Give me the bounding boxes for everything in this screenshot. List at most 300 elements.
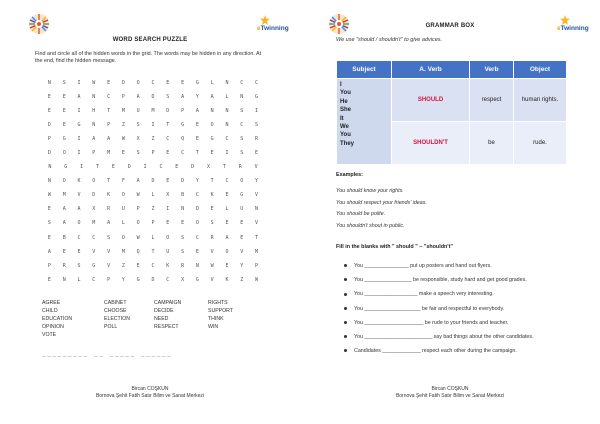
grid-letter[interactable]: K <box>77 178 81 185</box>
grid-letter[interactable]: T <box>210 178 214 185</box>
fill-in-item <box>344 259 584 273</box>
word-list-item: THINK <box>208 316 224 322</box>
grid-letter[interactable]: N <box>47 80 51 87</box>
grid-letter[interactable]: T <box>107 108 111 115</box>
etwinning-logo-text: eTwinning <box>557 25 589 32</box>
grid-letter[interactable]: O <box>62 150 66 157</box>
grid-letter[interactable]: O <box>136 220 140 227</box>
grid-letter[interactable]: V <box>210 248 214 255</box>
grid-letter[interactable]: W <box>255 276 259 283</box>
bullet-icon <box>344 264 347 267</box>
grid-letter[interactable]: S <box>240 136 244 143</box>
word-list-item: ELECTION <box>104 316 130 322</box>
grid-letter[interactable]: G <box>195 276 199 283</box>
etwinning-logo <box>257 15 289 33</box>
grid-letter[interactable]: B <box>62 234 66 241</box>
grid-letter[interactable]: A <box>62 206 66 213</box>
grid-row <box>42 146 264 160</box>
fill-in-item <box>344 316 584 330</box>
grid-letter[interactable]: T <box>96 164 100 171</box>
fill-in-text: You __________________ make a speech very interesting. <box>354 291 494 298</box>
grid-letter[interactable]: N <box>195 262 199 269</box>
grid-letter[interactable]: K <box>166 262 170 269</box>
grid-letter[interactable]: L <box>210 80 214 87</box>
grid-letter[interactable]: P <box>151 220 155 227</box>
grid-letter[interactable]: S <box>136 150 140 157</box>
grid-letter[interactable]: A <box>77 206 81 213</box>
grid-letter[interactable]: E <box>225 220 229 227</box>
grid-letter[interactable]: O <box>62 178 66 185</box>
grid-letter[interactable]: M <box>107 150 111 157</box>
grid-row <box>42 132 264 146</box>
grid-letter[interactable]: Q <box>136 248 140 255</box>
grid-letter[interactable]: L <box>151 234 155 241</box>
fill-in-item <box>344 330 584 344</box>
grid-letter[interactable]: S <box>181 248 185 255</box>
grid-letter[interactable]: E <box>62 94 66 101</box>
grid-letter[interactable]: G <box>240 192 244 199</box>
grid-letter[interactable]: R <box>62 262 66 269</box>
grid-letter[interactable]: F <box>121 178 125 185</box>
grid-letter[interactable]: Y <box>255 178 259 185</box>
grid-letter[interactable]: C <box>240 80 244 87</box>
grid-letter[interactable]: E <box>77 248 81 255</box>
grid-letter[interactable]: V <box>77 192 81 199</box>
grid-letter[interactable]: V <box>255 220 259 227</box>
grid-letter[interactable]: K <box>225 276 229 283</box>
grid-letter[interactable]: T <box>195 150 199 157</box>
grid-letter[interactable]: A <box>225 234 229 241</box>
fill-in-text: Candidates _____________ respect each other during the campaign. <box>354 348 517 355</box>
table-row <box>337 79 567 122</box>
grid-letter[interactable]: N <box>255 206 259 213</box>
grid-letter[interactable]: E <box>210 206 214 213</box>
grid-letter[interactable]: O <box>195 220 199 227</box>
grid-letter[interactable]: A <box>136 94 140 101</box>
grid-letter[interactable]: T <box>107 178 111 185</box>
grid-letter[interactable]: N <box>210 108 214 115</box>
grid-letter[interactable]: D <box>195 206 199 213</box>
grid-letter[interactable]: N <box>225 80 229 87</box>
grid-letter[interactable]: I <box>255 108 259 115</box>
grid-letter[interactable]: W <box>136 234 140 241</box>
bullet-icon <box>344 349 347 352</box>
word-list-item: CHOOSE <box>104 308 127 314</box>
grid-letter[interactable]: U <box>136 108 140 115</box>
grid-letter[interactable]: V <box>254 164 258 171</box>
grid-letter[interactable]: U <box>240 206 244 213</box>
grid-letter[interactable]: Z <box>151 136 155 143</box>
grid-letter[interactable]: V <box>240 248 244 255</box>
grid-letter[interactable]: X <box>207 164 211 171</box>
grid-letter[interactable]: A <box>62 220 66 227</box>
grid-letter[interactable]: D <box>47 122 51 129</box>
grid-letter[interactable]: Z <box>240 276 244 283</box>
grid-letter[interactable]: N <box>48 164 52 171</box>
grid-letter[interactable]: I <box>166 206 170 213</box>
grid-letter[interactable]: E <box>166 80 170 87</box>
grid-row <box>42 174 264 188</box>
grid-letter[interactable]: I <box>143 164 147 171</box>
verb-cell: be <box>470 122 514 165</box>
grid-letter[interactable]: C <box>92 234 96 241</box>
grid-letter[interactable]: W <box>136 192 140 199</box>
grid-letter[interactable]: M <box>151 108 155 115</box>
grid-letter[interactable]: E <box>62 108 66 115</box>
grid-letter[interactable]: S <box>210 220 214 227</box>
grid-letter[interactable]: E <box>210 150 214 157</box>
grid-letter[interactable]: D <box>181 178 185 185</box>
grid-letter[interactable]: B <box>181 192 185 199</box>
grid-letter[interactable]: L <box>225 94 229 101</box>
grid-row <box>42 231 264 245</box>
grid-letter[interactable]: E <box>195 122 199 129</box>
grid-letter[interactable]: G <box>64 164 68 171</box>
grid-row <box>42 216 264 230</box>
bullet-icon <box>344 335 347 338</box>
grid-letter[interactable]: N <box>225 122 229 129</box>
example-sentence: You shouldn't shout in public. <box>336 222 405 229</box>
grid-letter[interactable]: W <box>92 80 96 87</box>
grid-letter[interactable]: W <box>210 262 214 269</box>
grammar-box-title: GRAMMAR BOX <box>425 23 475 29</box>
grid-letter[interactable]: S <box>136 122 140 129</box>
grid-letter[interactable]: E <box>62 122 66 129</box>
star-icon <box>260 15 270 25</box>
grid-letter[interactable]: C <box>240 122 244 129</box>
word-list-item: WIN <box>208 324 219 330</box>
grid-letter[interactable]: V <box>255 192 259 199</box>
grid-letter[interactable]: G <box>136 276 140 283</box>
hidden-message-blanks: _________ __ _____ ______ <box>42 350 173 357</box>
grid-letter[interactable]: C <box>181 150 185 157</box>
grid-letter[interactable]: P <box>136 206 140 213</box>
grid-letter[interactable]: Y <box>195 178 199 185</box>
fill-in-heading: Fill in the blanks with " should " – "shouldn't" <box>336 244 453 250</box>
grid-letter[interactable]: S <box>240 108 244 115</box>
grid-letter[interactable]: P <box>181 108 185 115</box>
author-name: Bircan COŞKUN <box>131 386 169 392</box>
grid-letter[interactable]: E <box>166 178 170 185</box>
grid-letter[interactable]: E <box>225 192 229 199</box>
grid-letter[interactable]: C <box>225 178 229 185</box>
grid-letter[interactable]: P <box>151 150 155 157</box>
fill-in-text: You ___________________ be fair and respectful to everybody. <box>354 305 505 312</box>
grid-letter[interactable]: P <box>47 262 51 269</box>
example-sentence: You should be polite. <box>336 211 386 217</box>
word-list <box>42 299 272 339</box>
grid-letter[interactable]: T <box>222 164 226 171</box>
grid-letter[interactable]: C <box>255 80 259 87</box>
word-list-item: EDUCATION <box>42 316 73 322</box>
grid-letter[interactable]: E <box>47 234 51 241</box>
grid-letter[interactable]: O <box>240 178 244 185</box>
grid-letter[interactable]: E <box>62 248 66 255</box>
grid-letter[interactable]: C <box>195 234 199 241</box>
grid-letter[interactable]: E <box>136 262 140 269</box>
grid-letter[interactable]: N <box>240 94 244 101</box>
word-list-item: OPINION <box>42 324 64 330</box>
grid-letter[interactable]: C <box>107 94 111 101</box>
grid-letter[interactable]: C <box>77 234 81 241</box>
grid-letter[interactable]: I <box>77 150 81 157</box>
grid-letter[interactable]: M <box>121 108 125 115</box>
grid-letter[interactable]: D <box>151 276 155 283</box>
grid-letter[interactable]: X <box>166 192 170 199</box>
grammar-table <box>336 60 567 165</box>
grid-letter[interactable]: G <box>210 136 214 143</box>
subject-pronoun: It <box>340 115 344 122</box>
grid-letter[interactable]: C <box>159 164 163 171</box>
grid-letter[interactable]: R <box>238 164 242 171</box>
fill-in-item <box>344 302 584 316</box>
grid-letter[interactable]: K <box>210 192 214 199</box>
grid-letter[interactable]: V <box>92 248 96 255</box>
grid-letter[interactable]: G <box>92 262 96 269</box>
bullet-icon <box>344 307 347 310</box>
grid-letter[interactable]: E <box>225 262 229 269</box>
grid-letter[interactable]: L <box>225 206 229 213</box>
grid-letter[interactable]: D <box>127 164 131 171</box>
grid-letter[interactable]: C <box>151 262 155 269</box>
grid-row <box>42 259 264 273</box>
grid-letter[interactable]: Q <box>181 136 185 143</box>
grid-letter[interactable]: A <box>181 94 185 101</box>
grid-letter[interactable]: A <box>136 178 140 185</box>
fill-in-text: You _______________ put up posters and hand out flyers. <box>354 263 492 269</box>
grid-letter[interactable]: E <box>255 150 259 157</box>
grid-letter[interactable]: Z <box>151 206 155 213</box>
grid-letter[interactable]: O <box>210 122 214 129</box>
grid-letter[interactable]: R <box>107 206 111 213</box>
grid-letter[interactable]: C <box>166 136 170 143</box>
grid-letter[interactable]: A <box>47 248 51 255</box>
subject-list <box>337 79 392 165</box>
grid-letter[interactable]: E <box>195 136 199 143</box>
word-list-item: NEED <box>154 316 169 322</box>
grid-letter[interactable]: Y <box>121 276 125 283</box>
example-sentence: You should respect your friends' ideas. <box>336 199 427 206</box>
grid-letter[interactable]: C <box>166 276 170 283</box>
grid-letter[interactable]: O <box>77 220 81 227</box>
grid-letter[interactable]: D <box>47 150 51 157</box>
grid-letter[interactable]: I <box>225 150 229 157</box>
grid-letter[interactable]: E <box>47 206 51 213</box>
grid-letter[interactable]: O <box>92 178 96 185</box>
grid-letter[interactable]: X <box>181 276 185 283</box>
grid-letter[interactable]: C <box>225 136 229 143</box>
examples-heading: Examples: <box>336 172 363 178</box>
grid-letter[interactable]: S <box>107 234 111 241</box>
grid-letter[interactable]: N <box>92 122 96 129</box>
grid-letter[interactable]: E <box>47 276 51 283</box>
grid-letter[interactable]: E <box>111 164 115 171</box>
grid-letter[interactable]: Z <box>121 262 125 269</box>
word-list-item: AGREE <box>42 300 61 306</box>
grid-letter[interactable]: C <box>92 276 96 283</box>
grid-letter[interactable]: L <box>151 192 155 199</box>
grid-letter[interactable]: E <box>175 164 179 171</box>
grid-letter[interactable]: D <box>92 192 96 199</box>
grid-letter[interactable]: A <box>107 136 111 143</box>
grid-row <box>42 273 264 287</box>
grid-letter[interactable]: K <box>107 192 111 199</box>
grid-row <box>42 245 264 259</box>
grid-letter[interactable]: I <box>77 108 81 115</box>
grid-letter[interactable]: X <box>136 136 140 143</box>
grid-letter[interactable]: P <box>107 276 111 283</box>
word-list-item: DECIDE <box>154 308 174 314</box>
grid-letter[interactable]: V <box>210 276 214 283</box>
grid-letter[interactable]: U <box>121 206 125 213</box>
subject-pronoun: You <box>340 90 351 97</box>
grid-letter[interactable]: T <box>166 122 170 129</box>
header-subject: Subject <box>337 61 392 79</box>
grid-letter[interactable]: S <box>77 262 81 269</box>
grid-letter[interactable]: R <box>255 136 259 143</box>
grid-letter[interactable]: A <box>92 136 96 143</box>
grid-letter[interactable]: M <box>62 192 66 199</box>
grid-row <box>42 118 264 132</box>
examples-list <box>336 186 427 232</box>
grid-letter[interactable]: E <box>195 248 199 255</box>
grid-letter[interactable]: D <box>166 108 170 115</box>
word-list-item: VOTE <box>42 332 57 338</box>
grid-letter[interactable]: O <box>121 234 125 241</box>
grid-letter[interactable]: S <box>166 94 170 101</box>
grid-letter[interactable]: I <box>151 122 155 129</box>
grid-letter[interactable]: N <box>92 94 96 101</box>
letter-grid <box>42 76 264 287</box>
grid-letter[interactable]: T <box>151 248 155 255</box>
grid-letter[interactable]: L <box>77 276 81 283</box>
grid-letter[interactable]: E <box>181 220 185 227</box>
grid-letter[interactable]: Y <box>240 262 244 269</box>
grid-letter[interactable]: N <box>47 178 51 185</box>
fill-in-text: You ____________________ be rude to your friends and teacher. <box>354 319 509 326</box>
grid-letter[interactable]: P <box>47 136 51 143</box>
grid-letter[interactable]: E <box>240 220 244 227</box>
grid-letter[interactable]: G <box>195 80 199 87</box>
grid-letter[interactable]: S <box>47 220 51 227</box>
grid-letter[interactable]: S <box>62 80 66 87</box>
grid-letter[interactable]: N <box>225 108 229 115</box>
grid-letter[interactable]: O <box>136 80 140 87</box>
grid-letter[interactable]: D <box>191 164 195 171</box>
grid-row <box>42 202 264 216</box>
grid-letter[interactable]: P <box>121 94 125 101</box>
grid-letter[interactable]: T <box>255 234 259 241</box>
grid-row <box>42 188 264 202</box>
grid-letter[interactable]: E <box>47 108 51 115</box>
grid-letter[interactable]: M <box>92 220 96 227</box>
word-list-item: RIGHTS <box>208 300 228 306</box>
grid-letter[interactable]: W <box>121 136 125 143</box>
grid-letter[interactable]: M <box>255 248 259 255</box>
bullet-icon <box>344 278 347 281</box>
subject-pronoun: She <box>340 107 352 114</box>
header-aux-verb: A. Verb <box>392 61 470 79</box>
word-list-item: RESPECT <box>154 324 179 330</box>
grid-letter[interactable]: P <box>255 262 259 269</box>
aux-verb-cell: SHOULDN'T <box>392 122 470 165</box>
verb-cell: respect <box>470 79 514 122</box>
grid-letter[interactable]: R <box>210 234 214 241</box>
grid-letter[interactable]: E <box>181 80 185 87</box>
fill-in-item <box>344 287 584 301</box>
grid-letter[interactable]: O <box>225 248 229 255</box>
grid-letter[interactable]: Y <box>195 94 199 101</box>
grid-letter[interactable]: I <box>77 80 81 87</box>
grid-letter[interactable]: U <box>166 248 170 255</box>
grid-letter[interactable]: R <box>181 262 185 269</box>
grid-row <box>42 76 264 90</box>
grid-row <box>42 104 264 118</box>
bullet-icon <box>344 321 347 324</box>
grid-letter[interactable]: A <box>210 94 214 101</box>
grid-letter[interactable]: E <box>166 220 170 227</box>
grid-letter[interactable]: C <box>151 80 155 87</box>
grid-letter[interactable]: Z <box>121 122 125 129</box>
grid-letter[interactable]: V <box>107 248 111 255</box>
grid-letter[interactable]: A <box>107 220 111 227</box>
word-list-item: POLL <box>104 324 118 330</box>
grid-letter[interactable]: N <box>62 276 66 283</box>
grid-letter[interactable]: L <box>121 220 125 227</box>
author-name: Bircan COŞKUN <box>431 386 469 392</box>
grid-letter[interactable]: C <box>195 192 199 199</box>
grid-letter[interactable]: G <box>181 122 185 129</box>
grid-letter[interactable]: E <box>47 94 51 101</box>
grid-letter[interactable]: M <box>121 248 125 255</box>
grid-letter[interactable]: X <box>92 206 96 213</box>
grid-letter[interactable]: I <box>77 136 81 143</box>
grid-letter[interactable]: E <box>240 234 244 241</box>
grid-letter[interactable]: G <box>255 94 259 101</box>
grid-letter[interactable]: G <box>62 136 66 143</box>
school-name: Bornova Şehit Fatih Satır Bilim ve Sanat Merkezi <box>395 393 505 399</box>
subject-pronoun: He <box>340 98 348 105</box>
word-list-item: CABINET <box>104 300 127 306</box>
grid-letter[interactable]: P <box>92 150 96 157</box>
grid-letter[interactable]: S <box>240 150 244 157</box>
grid-letter[interactable]: H <box>92 108 96 115</box>
grid-letter[interactable]: W <box>47 192 51 199</box>
grid-letter[interactable]: O <box>166 234 170 241</box>
grid-letter[interactable]: D <box>151 94 155 101</box>
grid-letter[interactable]: E <box>121 150 125 157</box>
grid-letter[interactable]: D <box>121 80 125 87</box>
word-list-item: CHILD <box>42 308 58 314</box>
grid-letter[interactable]: S <box>255 122 259 129</box>
grid-letter[interactable]: P <box>107 122 111 129</box>
grid-letter[interactable]: A <box>195 108 199 115</box>
grid-letter[interactable]: S <box>181 234 185 241</box>
grid-letter[interactable]: I <box>80 164 84 171</box>
grid-letter[interactable]: V <box>107 262 111 269</box>
grid-letter[interactable]: O <box>121 192 125 199</box>
grid-letter[interactable]: G <box>77 122 81 129</box>
grid-letter[interactable]: D <box>151 178 155 185</box>
grid-letter[interactable]: A <box>77 94 81 101</box>
word-search-title: WORD SEARCH PUZZLE <box>112 37 188 43</box>
grid-row <box>42 90 264 104</box>
grid-letter[interactable]: N <box>181 206 185 213</box>
grid-letter[interactable]: E <box>107 80 111 87</box>
grid-row <box>42 160 264 174</box>
subject-pronoun: You <box>340 132 351 139</box>
grid-letter[interactable]: E <box>166 150 170 157</box>
